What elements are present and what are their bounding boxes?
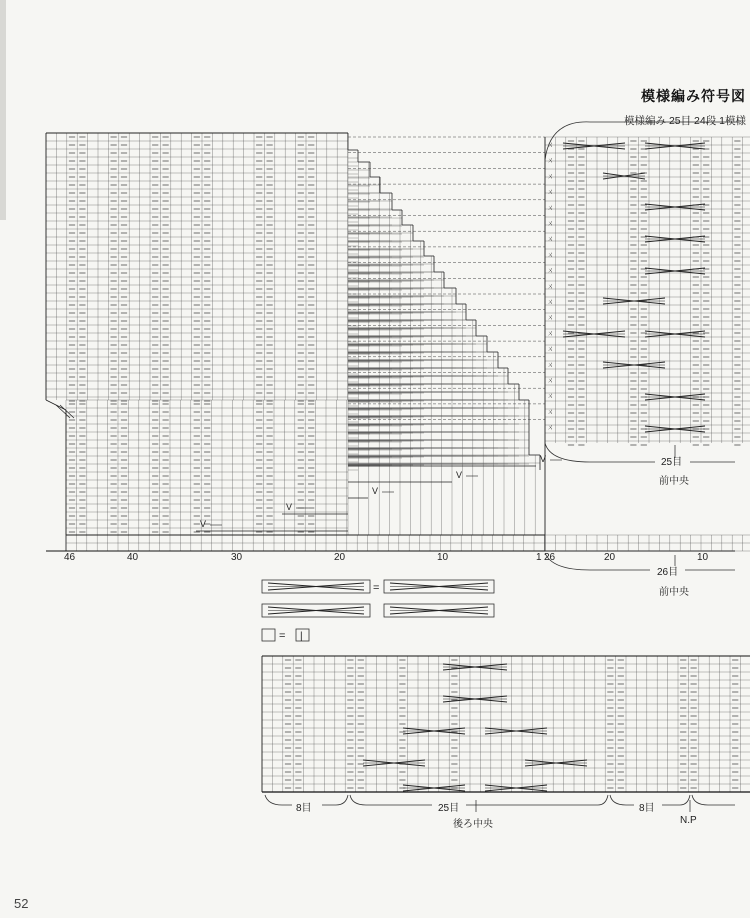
left-chart — [46, 133, 735, 551]
slip-stitch-mark: V — [372, 486, 379, 496]
slip-stitch-mark: V — [456, 470, 463, 480]
bracket-arc-lower — [545, 553, 650, 570]
edge-stitch-mark: ㄨ — [547, 314, 554, 322]
stitch-count-bottom: 26目 — [657, 567, 679, 578]
bracket-8-left-end — [322, 795, 348, 805]
segment-8-left: 8目 — [296, 803, 312, 814]
left-chart-number-10: 10 — [437, 552, 449, 563]
edge-stitch-mark: ㄨ — [547, 408, 554, 416]
edge-stitch-mark: ㄨ — [547, 346, 554, 354]
edge-stitch-mark: ㄨ — [547, 251, 554, 259]
slip-stitch-mark: V — [540, 454, 547, 464]
edge-stitch-mark: ㄨ — [547, 236, 554, 244]
left-chart-number-1: 1 — [536, 552, 542, 563]
right-chart-number-20: 20 — [604, 552, 616, 563]
segment-8-right: 8目 — [639, 803, 655, 814]
slip-stitch-mark: V — [200, 519, 207, 529]
bracket-8-right-end — [662, 795, 690, 805]
bracket-8-left — [265, 795, 292, 805]
edge-stitch-mark: ㄨ — [547, 393, 554, 401]
edge-stitch-mark: ㄨ — [547, 424, 554, 432]
edge-stitch-mark: ㄨ — [547, 157, 554, 165]
front-center-bottom: 前中央 — [659, 587, 689, 598]
legend-knit-box — [262, 629, 275, 641]
front-center-top: 前中央 — [659, 476, 689, 487]
right-chart-number-26: 26 — [544, 552, 556, 563]
slip-stitch-mark: V — [286, 502, 293, 512]
left-chart-number-30: 30 — [231, 552, 243, 563]
left-chart-number-20: 20 — [334, 552, 346, 563]
bottom-chart — [262, 656, 750, 812]
legend-equals: = — [373, 582, 380, 594]
edge-stitch-mark: ㄨ — [547, 361, 554, 369]
edge-stitch-mark: ㄨ — [547, 189, 554, 197]
right-chart-number-10: 10 — [697, 552, 709, 563]
left-chart-number-40: 40 — [127, 552, 139, 563]
bracket-continue — [692, 795, 735, 805]
edge-stitch-mark: ㄨ — [547, 220, 554, 228]
bracket-8-right — [610, 795, 634, 805]
bracket-arc-bottom — [545, 443, 655, 462]
bracket-25-end — [466, 795, 608, 805]
edge-stitch-mark: ㄨ — [547, 267, 554, 275]
page-number: 52 — [14, 896, 29, 911]
legend-purl-symbol: | — [300, 631, 303, 642]
zigzag-mark — [56, 405, 70, 418]
edge-stitch-mark: ㄨ — [547, 377, 554, 385]
bracket-25 — [350, 795, 432, 805]
legend-equals-2: = — [279, 630, 286, 642]
edge-stitch-mark: ㄨ — [547, 330, 554, 338]
edge-stitch-mark: ㄨ — [547, 204, 554, 212]
edge-stitch-mark: ㄨ — [547, 173, 554, 181]
left-chart-number-46: 46 — [64, 552, 76, 563]
stitch-count-top: 25目 — [661, 457, 683, 468]
back-center-label: 後ろ中央 — [453, 819, 493, 830]
segment-25: 25目 — [438, 803, 460, 814]
chart-title: 模様編み符号図 — [641, 88, 746, 104]
right-chart — [545, 122, 750, 570]
edge-stitch-mark: ㄨ — [547, 299, 554, 306]
chart-subtitle: 模様編み 25目 24段 1模様 — [624, 115, 746, 127]
np-label: N.P — [680, 815, 697, 826]
edge-stitch-mark: ㄨ — [547, 283, 554, 291]
legend-area — [262, 580, 494, 642]
edge-stitch-mark: ㄨ — [547, 142, 554, 149]
